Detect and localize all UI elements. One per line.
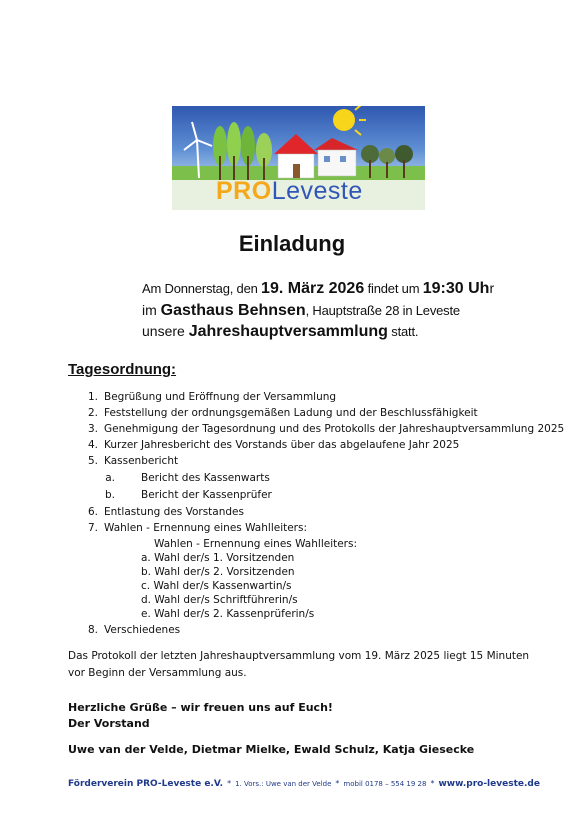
intro-line-event — [142, 322, 418, 341]
agenda-heading: Tagesordnung: — [68, 361, 177, 378]
agenda-item-text: Genehmigung der Tagesordnung und des Protokolls der Jahreshauptversammlung 2025 — [104, 423, 565, 435]
footer-separator: * — [227, 779, 232, 788]
intro-line-venue — [142, 301, 460, 320]
agenda-item-number: 4. — [87, 439, 98, 451]
agenda-item-text: Feststellung der ordnungsgemäßen Ladung und der Beschlussfähigkeit — [104, 407, 478, 419]
intro-text: Am Donnerstag, den — [142, 281, 262, 296]
footer-org: Förderverein PRO-Leveste e.V. — [68, 779, 224, 789]
agenda-item-text: Bericht der Kassenprüfer — [141, 489, 272, 501]
intro-text: r — [489, 280, 495, 296]
footer-separator: * — [430, 779, 435, 788]
agenda-item-text: c. Wahl der/s Kassenwartin/s — [141, 580, 292, 592]
footer-mobile: mobil 0178 – 554 19 28 — [343, 780, 427, 788]
agenda-item-number: 1. — [87, 391, 98, 403]
meeting-address: , Hauptstraße 28 in Leveste — [305, 303, 460, 318]
agenda-item-text: Verschiedenes — [104, 624, 181, 636]
agenda-item-text: Wahlen - Ernennung eines Wahlleiters: — [154, 538, 358, 550]
agenda-item-number: 2. — [87, 407, 98, 419]
agenda-item-text: d. Wahl der/s Schriftführerin/s — [141, 594, 298, 606]
agenda-item-text: Begrüßung und Eröffnung der Versammlung — [104, 391, 337, 403]
agenda-item-text: b. Wahl der/s 2. Vorsitzenden — [141, 566, 295, 578]
agenda-item-number: 5. — [87, 455, 98, 467]
agenda-item-number: 8. — [87, 624, 98, 636]
intro-text: im — [142, 302, 161, 318]
intro-text: statt. — [387, 324, 419, 339]
meeting-time: 19:30 Uh — [422, 280, 490, 297]
agenda-item-text: Kurzer Jahresbericht des Vorstands über das abgelaufene Jahr 2025 — [104, 439, 460, 451]
footer-chair: 1. Vors.: Uwe van der Velde — [235, 780, 332, 788]
agenda-item-number: b. — [104, 489, 115, 501]
pro-leveste-logo — [172, 106, 425, 210]
agenda-item-text: Wahlen - Ernennung eines Wahlleiters: — [104, 522, 308, 534]
agenda-item-text: Bericht des Kassenwarts — [141, 472, 270, 484]
agenda-item-text: e. Wahl der/s 2. Kassenprüferin/s — [141, 608, 315, 620]
logo-word-pro: PRO — [216, 177, 272, 205]
logo-wordmark — [216, 176, 363, 206]
agenda-item-number: 3. — [87, 423, 98, 435]
intro-line-date — [142, 279, 494, 298]
logo-word-leveste: Leveste — [271, 177, 363, 205]
meeting-date: 19. März 2026 — [261, 280, 365, 297]
meeting-event: Jahreshauptversammlung — [188, 323, 388, 340]
greeting-line: Herzliche Grüße – wir freuen uns auf Euch! — [68, 701, 333, 714]
agenda-item-text: Kassenbericht — [104, 455, 179, 467]
agenda-item-number: 7. — [87, 522, 98, 534]
footer — [68, 771, 540, 790]
board-label: Der Vorstand — [68, 717, 150, 730]
agenda-item-number: 6. — [87, 506, 98, 518]
footer-separator: * — [335, 779, 340, 788]
protocol-note: Das Protokoll der letzten Jahreshauptversammlung vom 19. März 2025 liegt 15 Minuten vor Beginn der Versammlung aus. — [68, 650, 530, 679]
intro-text: findet um — [364, 281, 423, 296]
board-names: Uwe van der Velde, Dietmar Mielke, Ewald Schulz, Katja Giesecke — [68, 743, 475, 756]
page-title: Einladung — [238, 231, 346, 256]
agenda-item-number: a. — [105, 472, 115, 484]
agenda-item-text: Entlastung des Vorstandes — [104, 506, 244, 518]
agenda-item-text: a. Wahl der/s 1. Vorsitzenden — [141, 552, 295, 564]
meeting-venue: Gasthaus Behnsen — [160, 302, 306, 319]
intro-text: unsere — [142, 323, 189, 339]
footer-website-link[interactable]: www.pro-leveste.de — [438, 779, 540, 789]
